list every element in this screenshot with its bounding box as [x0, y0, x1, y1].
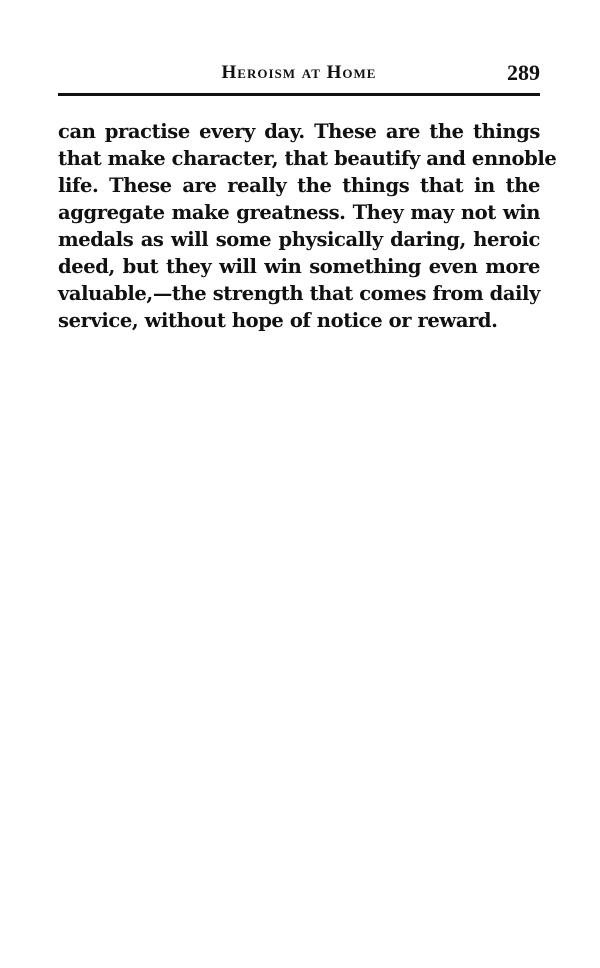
running-head — [58, 60, 540, 88]
body-paragraph — [58, 118, 557, 334]
running-title: Heroism at Home — [221, 62, 377, 83]
text-line: can practise every day. These are the things — [58, 120, 540, 143]
text-line: that make character, that beautify and ennoble — [58, 147, 557, 170]
text-line: deed, but they will win something even more — [58, 255, 540, 278]
text-line: life. These are really the things that in the — [58, 174, 540, 197]
text-line: valuable,—the strength that comes from daily — [58, 282, 540, 305]
text-line: aggregate make greatness. They may not win — [58, 201, 540, 224]
header-rule — [58, 93, 540, 96]
text-line: service, without hope of notice or reward. — [58, 309, 498, 332]
page-number: 289 — [507, 60, 540, 85]
text-line: medals as will some physically daring, heroic — [58, 228, 540, 251]
